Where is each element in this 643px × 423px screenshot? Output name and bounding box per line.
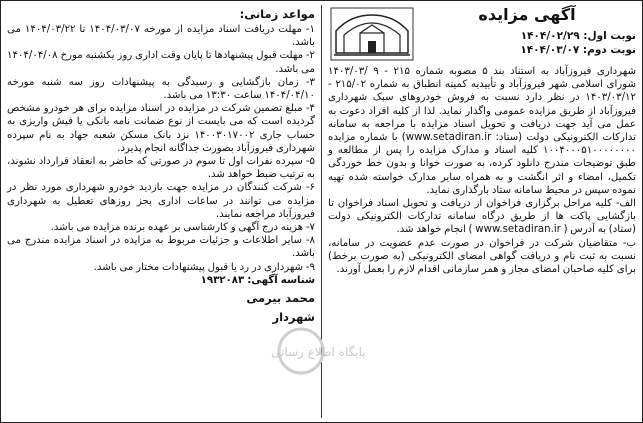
- first-publication-date: نوبت اول: ۱۴۰۴/۰۲/۲۹: [520, 30, 636, 42]
- clause-b: ب- متقاضیان شرکت در فراخوان در صورت عدم عضویت در سامانه، نسبت به ثبت نام و دریافت گواهی امضای الکترونیکی (به صورت برخط) برای کلیه صاحبان امضای مجاز و همر سازمانی اقدام لازم را بعمل آورند.: [328, 237, 636, 276]
- notice-title: آگهی مزایده: [478, 5, 576, 24]
- schedule-heading: مواعد زمانی:: [239, 7, 315, 21]
- schedule-column: [1, 1, 319, 422]
- schedule-item: ۲- مهلت قبول پیشنهادها تا پایان وقت اداری روز یکشنبه مورخ ۱۴۰۴/۰۴/۰۸ می باشد.: [7, 50, 315, 75]
- clause-a: الف- کلیه مراحل برگزاری فراخوان از دریافت و تحویل اسناد فراخوان تا بازگشایی پاکت ها از طریق درگاه سامانه تدارکات الکترونیکی دولت (ستاد) به آدرس ( www.setadiran.ir ) انجام خواهد شد.: [328, 198, 636, 236]
- schedule-item: ۵- سپرده نفرات اول تا سوم در صورتی که حاضر به انعقاد قرارداد نشوند، به ترتیب ضبط خواهد شد.: [7, 156, 315, 181]
- notice-header: [328, 5, 636, 65]
- intro-paragraph: شهرداری فیروزآباد به استناد بند ۵ مصوبه شماره ۲۱۵ - ۹ /۱۴۰۳/۰۳ شورای اسلامی شهر فیروزآباد و تأییدیه کمیته انطباق به شماره ۲۱۵/۰۲ - ۱۴۰۳/۰۳/۱۲ در نظر دارد نسبت به فروش خودروهای سبک شهرداری فیروزآباد از طریق مزایده عمومی واگذار نماید. لذا از کلیه افراد دعوت به عمل می آید جهت دریافت و تحویل اسناد مزایده با مراجعه به سامانه تدارکات الکترونیکی دولت (ستاد: www.setadiran.ir) با شماره مزایده ۱۰۰۴۰۰۰۵۱۰۰۰۰۰۰۰۰ کلیه اسناد و مدارک مزایده را پس از مطالعه و طبق توضیحات مندرج دانلود کرده، به صورت خوانا و بدون خط خوردگی تکمیل، امضاء و اثر انگشت و به همراه سایر مدارک خواسته شده تهیه نموده سپس در محیط سامانه ستاد بارگذاری نماید.: [328, 66, 636, 196]
- schedule-item: ۱- مهلت دریافت اسناد مزایده از مورخه ۱۴۰۴/۰۳/۰۷ تا ۱۴۰۴/۰۳/۲۲ می باشد.: [7, 24, 315, 49]
- schedule-item: ۳- زمان بازگشایی و رسیدگی به پیشنهادات روز سه شنبه مورخه ۱۴۰۴/۰۴/۱۰ ساعت ۱۳:۳۰ می باشد.: [7, 76, 315, 102]
- schedule-item: ۷- هزینه درج آگهی و کارشناسی بر عهده برنده مزایده می باشد.: [50, 222, 315, 234]
- column-divider: [321, 5, 322, 418]
- ad-id: شناسه آگهی: ۱۹۳۲۰۸۳: [200, 274, 315, 286]
- announcement-column: [324, 1, 642, 422]
- second-publication-date: نوبت دوم: ۱۴۰۴/۰۳/۰۷: [520, 44, 636, 56]
- signatory-name: محمد بیرمی: [246, 291, 315, 306]
- schedule-item: ۴- مبلغ تضمین شرکت در مزایده در اسناد مزایده برای هر خودرو مشخص گردیده است که می بایست از نوع ضمانت نامه بانکی یا فیش واریزی به حساب جاری ۱۴۰۰۳۰۱۷۰۰۲ نزد بانک مسکن شعبه جهاد به نام سپرده شهرداری فیروزآباد بصورت جداگانه انجام پذیرد.: [7, 103, 315, 154]
- schedule-item: ۶- شرکت کنندگان در مزایده جهت بازدید خودرو شهرداری مورد نظر در مزایده می توانند در ساعات اداری بجز روزهای تعطیل به شهرداری فیروزآباد مراجعه نمایند.: [7, 182, 315, 220]
- schedule-item: ۸- سایر اطلاعات و جزئیات مربوط به مزایده در اسناد مزایده مندرج می باشد.: [7, 235, 315, 260]
- schedule-item: ۹- شهرداری در رد یا قبول پیشنهادات مختار می باشد.: [93, 261, 315, 273]
- municipality-emblem-icon: [330, 7, 414, 61]
- signatory-title: شهردار: [272, 310, 315, 325]
- watermark-text: پایگاه اطلاع رسانی: [271, 345, 366, 359]
